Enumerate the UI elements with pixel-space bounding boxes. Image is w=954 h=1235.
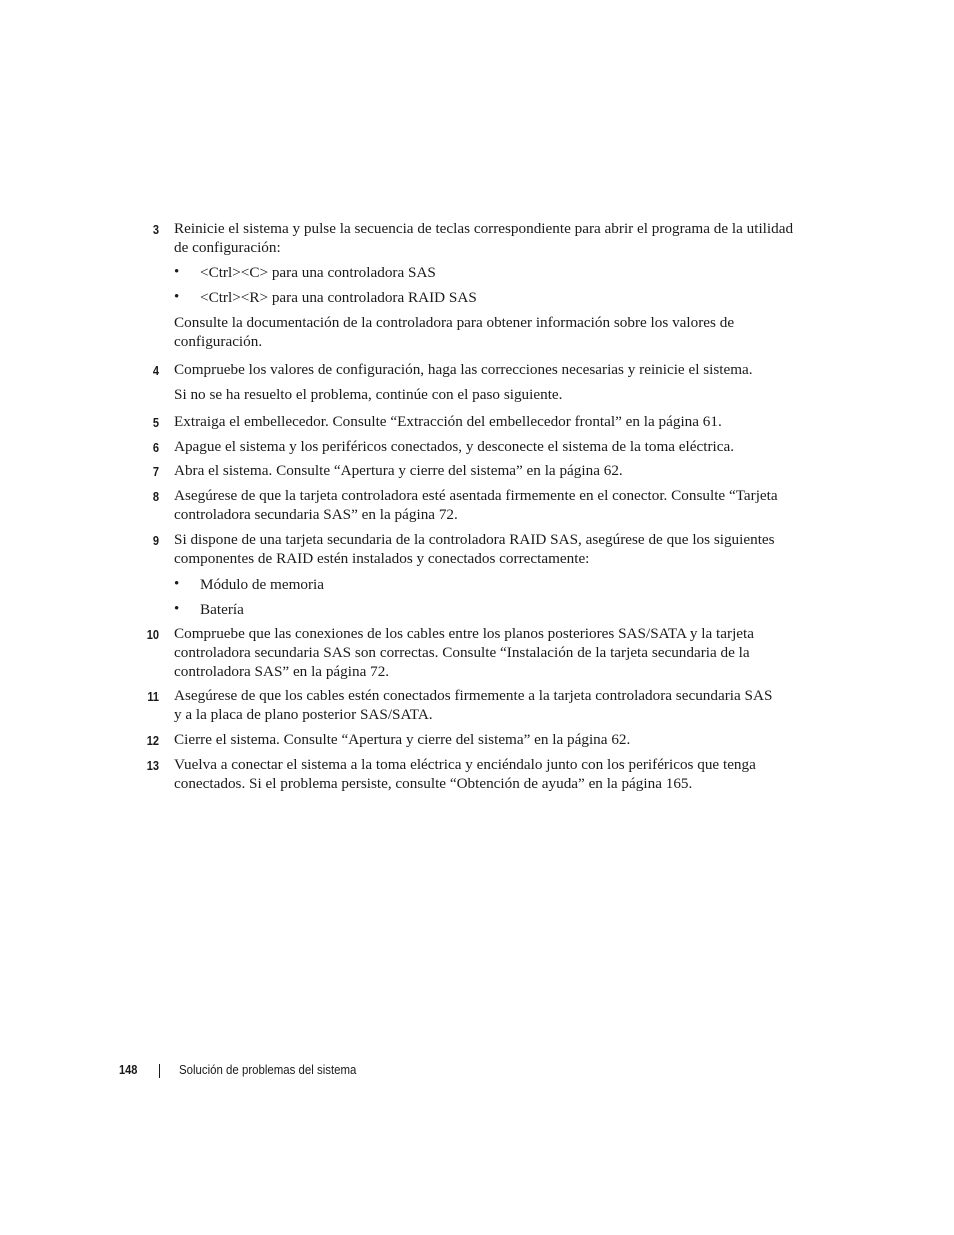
step-text-line: Asegúrese de que la tarjeta controladora esté asentada firmemente en el conector. Consulte “Tarjeta (174, 487, 778, 504)
bullet-item: Módulo de memoria (200, 576, 325, 593)
step-text-line: Compruebe los valores de configuración, haga las correcciones necesarias y reinicie el sistema. (174, 361, 753, 378)
step-text-line: Abra el sistema. Consulte “Apertura y cierre del sistema” en la página 62. (174, 462, 623, 479)
bullet-icon: • (174, 289, 180, 305)
step-number: 10 (146, 627, 159, 642)
step-number: 4 (152, 363, 159, 378)
step-number: 13 (146, 758, 159, 773)
bullet-icon: • (174, 576, 180, 592)
step-note-line: configuración. (174, 333, 263, 350)
step-text-line: y a la placa de plano posterior SAS/SATA. (174, 706, 433, 723)
step-number: 12 (146, 733, 159, 748)
step-text-line: de configuración: (174, 239, 281, 256)
step-text-line: Si dispone de una tarjeta secundaria de la controladora RAID SAS, asegúrese de que los siguientes (174, 531, 775, 548)
step-text-line: Extraiga el embellecedor. Consulte “Extracción del embellecedor frontal” en la página 61. (174, 413, 722, 430)
step-number: 7 (152, 464, 159, 479)
bullet-item: Batería (200, 601, 244, 618)
step-text-line: controladora secundaria SAS” en la página 72. (174, 506, 458, 523)
step-text-line: componentes de RAID estén instalados y conectados correctamente: (174, 550, 590, 567)
step-text-line: Apague el sistema y los periféricos conectados, y desconecte el sistema de la toma eléctrica. (174, 438, 735, 455)
step-text-line: Asegúrese de que los cables estén conectados firmemente a la tarjeta controladora secundaria SAS (174, 687, 773, 704)
step-text-line: controladora secundaria SAS son correctas. Consulte “Instalación de la tarjeta secundaria de la (174, 644, 750, 661)
step-text-line: Vuelva a conectar el sistema a la toma eléctrica y enciéndalo junto con los periféricos que tenga (174, 756, 756, 773)
bullet-item: <Ctrl><C> para una controladora SAS (200, 264, 436, 281)
step-number: 3 (152, 222, 159, 237)
bullet-item: <Ctrl><R> para una controladora RAID SAS (200, 289, 477, 306)
step-number: 9 (152, 533, 159, 548)
step-text-line: controladora SAS” en la página 72. (174, 663, 390, 680)
step-text-line: Compruebe que las conexiones de los cables entre los planos posteriores SAS/SATA y la tarjeta (174, 625, 754, 642)
step-text-line: conectados. Si el problema persiste, consulte “Obtención de ayuda” en la página 165. (174, 775, 693, 792)
footer-separator (159, 1064, 160, 1078)
step-number: 11 (147, 689, 159, 704)
step-text-line: Reinicie el sistema y pulse la secuencia de teclas correspondiente para abrir el programa de la utilidad (174, 220, 794, 237)
step-note-line: Si no se ha resuelto el problema, continúe con el paso siguiente. (174, 386, 563, 403)
step-note-line: Consulte la documentación de la controladora para obtener información sobre los valores de (174, 314, 735, 331)
step-number: 8 (152, 489, 159, 504)
bullet-icon: • (174, 264, 180, 280)
step-number: 5 (152, 415, 159, 430)
step-text-line: Cierre el sistema. Consulte “Apertura y cierre del sistema” en la página 62. (174, 731, 631, 748)
footer-section-title: Solución de problemas del sistema (179, 1062, 357, 1077)
step-number: 6 (152, 440, 159, 455)
footer-page-number: 148 (119, 1062, 138, 1077)
bullet-icon: • (174, 601, 180, 617)
